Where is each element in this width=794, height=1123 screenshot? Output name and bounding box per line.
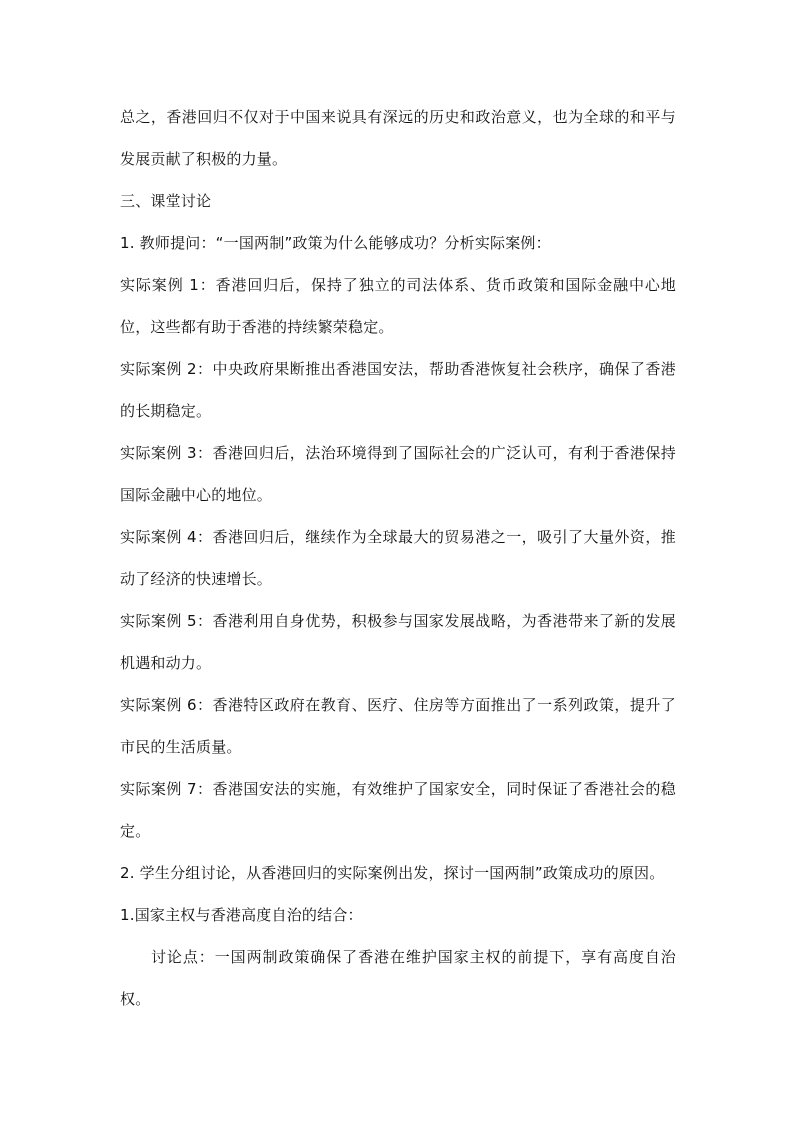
case-6-paragraph: 实际案例 6：香港特区政府在教育、医疗、住房等方面推出了一系列政策，提升了市民的生活质量。 <box>120 696 676 756</box>
discussion-point-paragraph: 讨论点：一国两制政策确保了香港在维护国家主权的前提下，享有高度自治权。 <box>120 948 676 1008</box>
case-2-paragraph: 实际案例 2：中央政府果断推出香港国安法，帮助香港恢复社会秩序，确保了香港的长期稳定。 <box>120 360 676 420</box>
case-3-paragraph: 实际案例 3：香港回归后，法治环境得到了国际社会的广泛认可，有利于香港保持国际金融中心的地位。 <box>120 444 676 504</box>
conclusion-paragraph: 总之，香港回归不仅对于中国来说具有深远的历史和政治意义，也为全球的和平与发展贡献了积极的力量。 <box>120 108 676 168</box>
document-body <box>120 96 676 1020</box>
case-7-paragraph: 实际案例 7：香港国安法的实施，有效维护了国家安全，同时保证了香港社会的稳定。 <box>120 780 676 840</box>
teacher-question: 1. 教师提问：“一国两制”政策为什么能够成功？分析实际案例： <box>120 234 551 252</box>
discussion-topic-heading: 1.国家主权与香港高度自治的结合： <box>120 906 363 924</box>
section-heading-classroom-discussion: 三、课堂讨论 <box>120 192 212 210</box>
case-5-paragraph: 实际案例 5：香港利用自身优势，积极参与国家发展战略，为香港带来了新的发展机遇和动力。 <box>120 612 676 672</box>
group-discussion-paragraph: 2. 学生分组讨论，从香港回归的实际案例出发，探讨一国两制”政策成功的原因。 <box>120 864 665 882</box>
case-1-paragraph: 实际案例 1：香港回归后，保持了独立的司法体系、货币政策和国际金融中心地位，这些都有助于香港的持续繁荣稳定。 <box>120 276 676 336</box>
case-4-paragraph: 实际案例 4：香港回归后，继续作为全球最大的贸易港之一，吸引了大量外资，推动了经济的快速增长。 <box>120 528 676 588</box>
